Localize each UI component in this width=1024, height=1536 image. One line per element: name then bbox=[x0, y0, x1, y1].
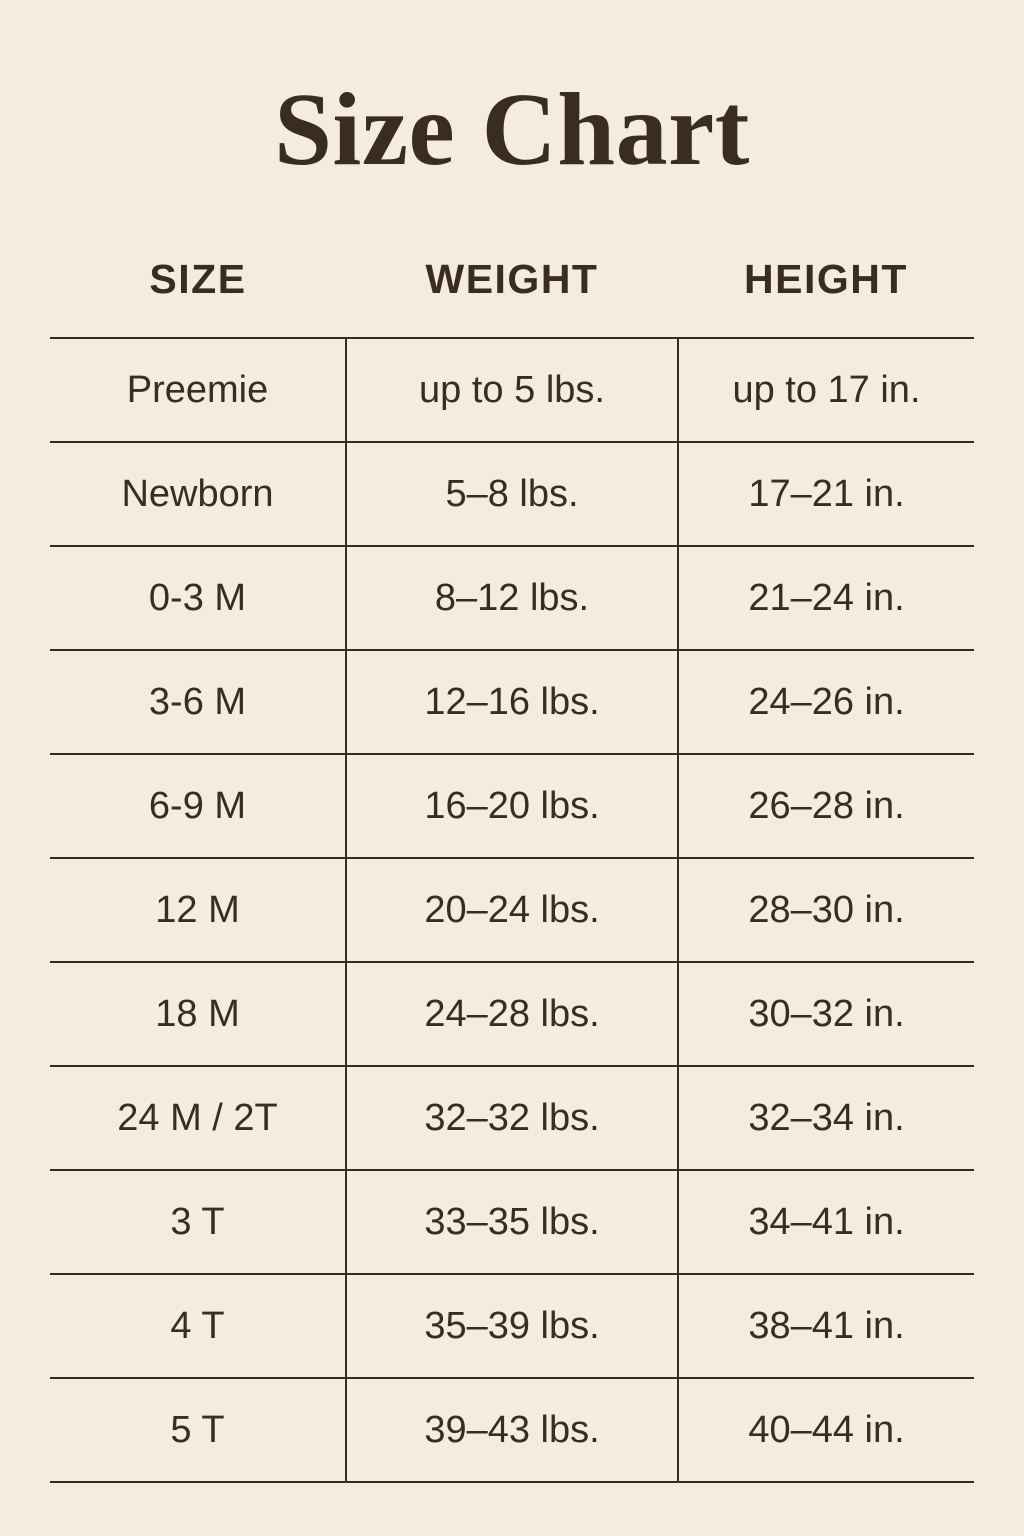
column-header-size: SIZE bbox=[149, 256, 247, 302]
table-row bbox=[50, 1378, 974, 1482]
cell-weight: 16–20 lbs. bbox=[346, 754, 678, 858]
cell-height: 30–32 in. bbox=[678, 962, 974, 1066]
table-row bbox=[50, 442, 974, 546]
cell-size: Preemie bbox=[50, 338, 346, 442]
cell-weight: 33–35 lbs. bbox=[346, 1170, 678, 1274]
cell-size: 5 T bbox=[50, 1378, 346, 1482]
table-row bbox=[50, 1066, 974, 1170]
cell-size: 12 M bbox=[50, 858, 346, 962]
table-row bbox=[50, 1170, 974, 1274]
cell-weight: 32–32 lbs. bbox=[346, 1066, 678, 1170]
cell-weight: 39–43 lbs. bbox=[346, 1378, 678, 1482]
cell-height: 40–44 in. bbox=[678, 1378, 974, 1482]
table-row bbox=[50, 650, 974, 754]
table-body bbox=[50, 338, 974, 1482]
cell-size: 0-3 M bbox=[50, 546, 346, 650]
cell-weight: 5–8 lbs. bbox=[346, 442, 678, 546]
cell-size: 3 T bbox=[50, 1170, 346, 1274]
table-row bbox=[50, 754, 974, 858]
cell-height: 21–24 in. bbox=[678, 546, 974, 650]
cell-height: 32–34 in. bbox=[678, 1066, 974, 1170]
cell-size: 24 M / 2T bbox=[50, 1066, 346, 1170]
cell-weight: 20–24 lbs. bbox=[346, 858, 678, 962]
table-row bbox=[50, 1274, 974, 1378]
cell-height: up to 17 in. bbox=[678, 338, 974, 442]
cell-height: 24–26 in. bbox=[678, 650, 974, 754]
cell-size: 6-9 M bbox=[50, 754, 346, 858]
cell-weight: 24–28 lbs. bbox=[346, 962, 678, 1066]
size-chart-table bbox=[50, 256, 974, 1483]
table-row bbox=[50, 858, 974, 962]
column-header-weight: WEIGHT bbox=[425, 256, 599, 302]
column-header-height: HEIGHT bbox=[744, 256, 908, 302]
cell-height: 38–41 in. bbox=[678, 1274, 974, 1378]
cell-height: 28–30 in. bbox=[678, 858, 974, 962]
cell-size: Newborn bbox=[50, 442, 346, 546]
header-row bbox=[50, 256, 974, 338]
cell-height: 17–21 in. bbox=[678, 442, 974, 546]
table-row bbox=[50, 962, 974, 1066]
cell-weight: up to 5 lbs. bbox=[346, 338, 678, 442]
cell-height: 26–28 in. bbox=[678, 754, 974, 858]
cell-size: 3-6 M bbox=[50, 650, 346, 754]
cell-size: 18 M bbox=[50, 962, 346, 1066]
cell-weight: 35–39 lbs. bbox=[346, 1274, 678, 1378]
cell-weight: 8–12 lbs. bbox=[346, 546, 678, 650]
page-title: Size Chart bbox=[274, 72, 750, 187]
cell-size: 4 T bbox=[50, 1274, 346, 1378]
table-row bbox=[50, 546, 974, 650]
cell-weight: 12–16 lbs. bbox=[346, 650, 678, 754]
table-header bbox=[50, 256, 974, 338]
table-row bbox=[50, 338, 974, 442]
cell-height: 34–41 in. bbox=[678, 1170, 974, 1274]
